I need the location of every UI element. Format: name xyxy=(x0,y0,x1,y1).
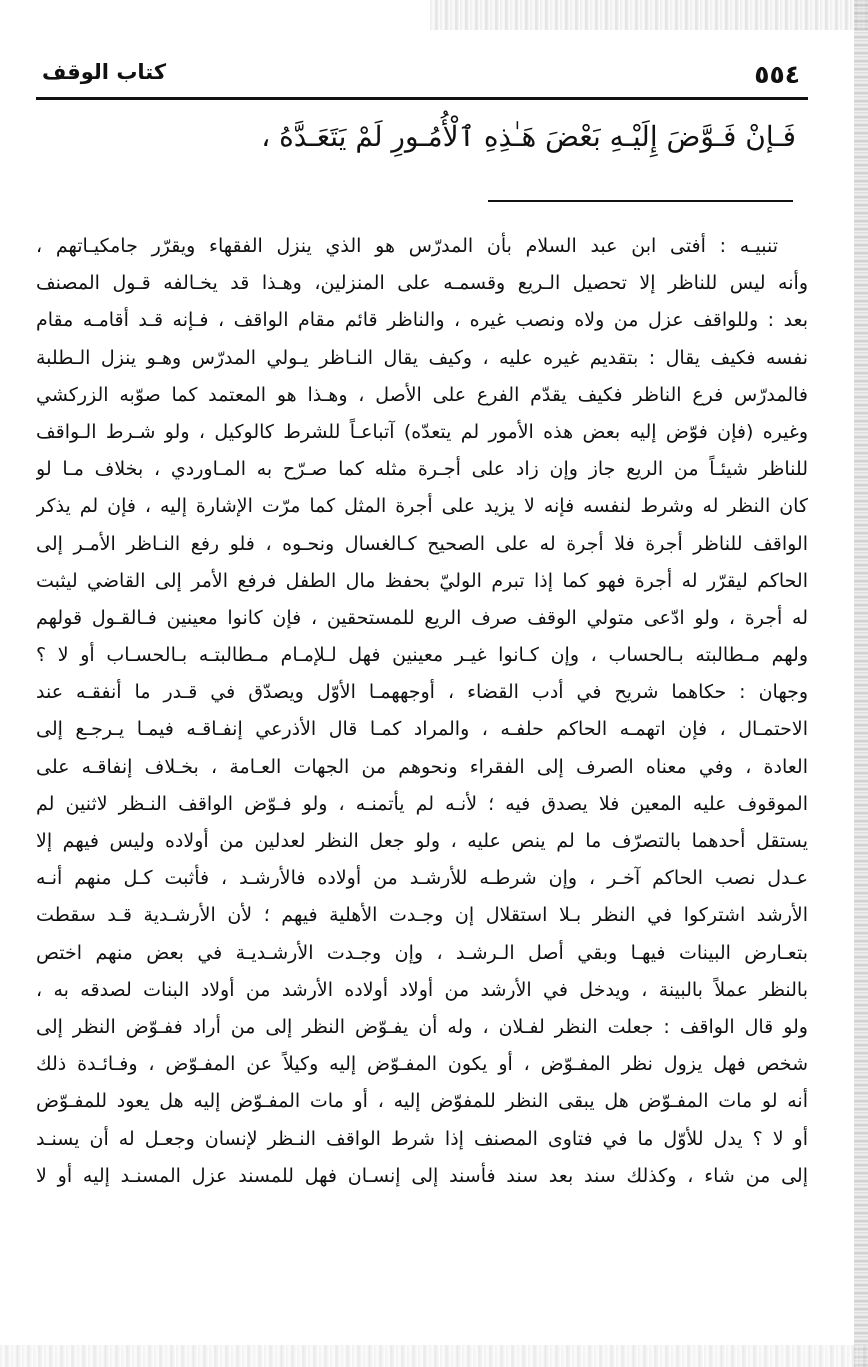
text-line: يستقل أحدهما بالتصرّف ما لم ينص عليه ، ولو جعل النظر لعدلين من أولاده وليس فيهم إلا xyxy=(36,830,808,852)
text-line: للناظر شيئـاً من الريع جاز وإن زاد على أجـرة مثله كما صـرّح به المـاوردي ، بخلاف مـا لو xyxy=(36,458,808,481)
book-title: كتاب الوقف xyxy=(42,60,167,84)
text-line: الموقوف عليه المعين فلا يصدق فيه ؛ لأنـه لم يأتمنـه ، ولو فـوّض الواقف النـظر لاثنين لم xyxy=(36,792,808,815)
text-line: أنه لو مات المفـوّض هل يبقى النظر للمفوّض إليه ، أو مات المفـوّض إليه هل يعود للمفـوّض xyxy=(36,1090,808,1113)
text-line: الأرشد اشتركوا في النظر بـلا استقلال إن وجـدت الأهلية فيهم ؛ لأن الأرشـدية قـد سقطت xyxy=(36,904,808,927)
text-line: الواقف للناظر أجرة فلا أجرة له على الصحيح كـالغسال ونحـوه ، فلو رفع النـاظر الأمـر إلى xyxy=(36,532,808,555)
text-line: العادة ، وفي معناه الصرف إلى الفقراء ونحوهم من الجهات العـامة ، بخـلاف إنفاقـه على xyxy=(36,755,808,778)
text-line: ولو قال الواقف : جعلت النظر لفـلان ، وله أن يفـوّض النظر إلى من أراد ففـوّض النظر إلى xyxy=(36,1015,808,1038)
text-line: أو لا ؟ يدل للأوّل ما في فتاوى المصنف إذا شرط الواقف النـظر لإنسان وجعـل له أن يسنـد xyxy=(36,1127,808,1150)
text-line: وجهان : حكاهما شريح في أدب القضاء ، أوجههمـا الأوّل ويصدّق في قـدر ما أنفقـه عند xyxy=(36,681,808,704)
text-line: وأنه ليس للناظر إلا تحصيل الـريع وقسمـه على المنزلين، وهـذا قد يخـالفه قـول المصنف xyxy=(36,272,808,295)
scan-edge-top xyxy=(430,0,868,30)
page-number: ٥٥٤ xyxy=(754,60,800,89)
commentary-body xyxy=(36,228,808,1195)
text-line: وغيره (فإن فوّض إليه بعض هذه الأمور لم يتعدّه) آتباعـاً للشرط كالوكيل ، ولو شـرط الـواقف xyxy=(36,420,808,443)
text-line: شخص فهل يزول نظر المفـوّض ، أو يكون المفـوّض إليه وكيلاً عن المفـوّض ، وفـائـدة ذلك xyxy=(36,1053,808,1076)
scan-edge-bottom xyxy=(0,1345,868,1367)
text-line: بتعـارض البينات فيهـا وبقي أصل الـرشـد ، وإن وجـدت الأرشـديـة في بعض منهم اختص xyxy=(36,941,808,964)
text-line: بعد : وللواقف عزل من ولاه ونصب غيره ، والناظر قائم مقام الواقف ، فـإنه قـد أقامـه مقام xyxy=(36,309,808,332)
text-line: الاحتمـال ، فإن اتهمـه الحاكم حلفـه ، والمراد كمـا قال الأذرعي إنفـاقـه فيمـا يـرجـع إلى xyxy=(36,718,808,741)
text-line: فالمدرّس فرع الناظر فكيف يقدّم الفرع على الأصل ، وهـذا هو المعتمد كما صوّبه الزركشي xyxy=(36,383,808,406)
text-line: بالنظر عملاً بالبينة ، ويدخل في الأرشد من أولاد أولاده الأرشد من أولاد البنات لصدقه به ، xyxy=(36,978,808,1001)
text-line: تنبيـه : أفتى ابن عبد السلام بأن المدرّس هو الذي ينزل الفقهاء ويقرّر جامكيـاتهم ، xyxy=(36,235,778,257)
scan-edge-right xyxy=(854,0,868,1367)
page-header xyxy=(36,52,808,96)
text-line: نفسه فكيف يقال : بتقديم غيره عليه ، وكيف يقال النـاظر يـولي المدرّس وهـو ينزل الـطلبة xyxy=(36,346,808,369)
text-line: ولهم مـطالبته بـالحساب ، وإن كـانوا غيـر معينين فهل لـلإمـام مـطالبتـه بـالحسـاب أو لا ؟ xyxy=(36,644,808,667)
text-line: كان النظر له وشرط لنفسه فإنه لا يزيد على أجرة المثل كما مرّت الإشارة إليه ، فإن لم يذكر xyxy=(36,495,808,518)
matn-quote: فَـإنْ فَـوَّضَ إِلَيْـهِ بَعْضَ هَـٰذِهِ ٱلْأُمُـورِ لَمْ يَتَعَـدَّهُ ، xyxy=(261,120,796,153)
header-rule xyxy=(36,97,808,100)
separator-rule xyxy=(488,200,793,202)
text-line: إلى من شاء ، وكذلك سند بعد سند فأسند إلى إنسـان فهل للمسند عزل المسنـد إليه أو لا xyxy=(36,1164,808,1187)
text-line: عـدل نصب الحاكم آخـر ، وإن شرطـه للأرشـد من أولاده فالأرشـد ، فأثبت كـل منهم أنـه xyxy=(36,867,808,890)
text-line: الحاكم ليقرّر له أجرة فهو كما إذا تبرم الوليّ بحفظ مال الطفل فرفع الأمر إلى القاضي ليثبت xyxy=(36,569,808,592)
text-line: له أجرة ، ولو ادّعى متولي الوقف صرف الريع للمستحقين ، فإن كانوا معينين فـالقـول قولهم xyxy=(36,606,808,629)
